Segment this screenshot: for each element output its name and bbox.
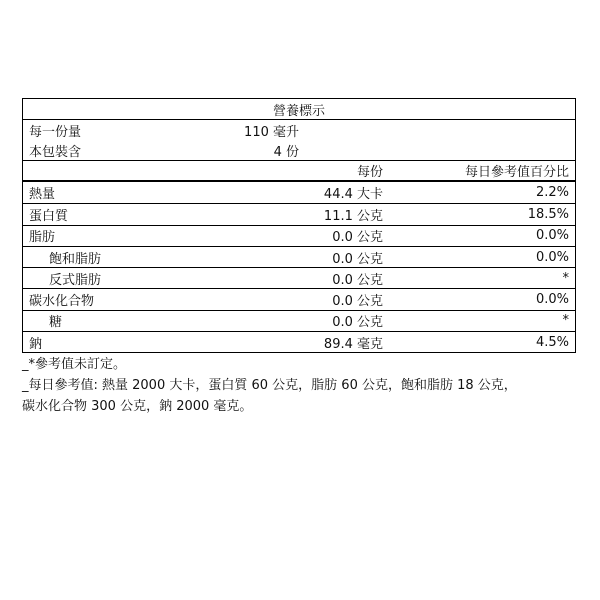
nutrient-row	[23, 246, 575, 267]
nutrient-per-serving: 0.0 公克	[332, 315, 383, 331]
nutrient-list	[23, 182, 575, 352]
serving-size-row	[23, 120, 575, 140]
nutrient-name: 熱量	[29, 187, 56, 203]
nutrient-row	[23, 288, 575, 309]
nutrient-name: 飽和脂肪	[49, 251, 102, 267]
nutrient-per-serving: 11.1 公克	[323, 208, 383, 224]
nutrient-name: 糖	[49, 315, 63, 331]
label-title: 營養標示	[23, 99, 575, 120]
nutrient-name: 鈉	[29, 336, 43, 352]
servings-per-package-value: 4 份	[273, 144, 299, 160]
servings-per-package-label: 本包裝含	[29, 144, 82, 160]
nutrient-daily-pct: 18.5%	[527, 206, 569, 222]
nutrient-per-serving: 89.4 毫克	[323, 336, 383, 352]
per-serving-header: 每份	[356, 165, 383, 180]
footnote-line: _*參考值未訂定。	[22, 357, 127, 372]
nutrient-name: 碳水化合物	[29, 294, 95, 310]
nutrient-daily-pct: 4.5%	[535, 334, 569, 350]
nutrient-daily-pct: 2.2%	[535, 185, 569, 201]
nutrient-per-serving: 0.0 公克	[332, 272, 383, 288]
nutrient-per-serving: 44.4 大卡	[323, 187, 383, 203]
nutrient-row	[23, 310, 575, 331]
nutrient-daily-pct: 0.0%	[535, 228, 569, 244]
nutrient-row	[23, 225, 575, 246]
footnote-line: 碳水化合物 300 公克，鈉 2000 毫克。	[22, 399, 253, 414]
nutrient-row	[23, 182, 575, 203]
nutrient-daily-pct: *	[562, 313, 569, 329]
nutrient-per-serving: 0.0 公克	[332, 251, 383, 267]
footnotes	[22, 354, 582, 417]
nutrient-name: 脂肪	[29, 230, 56, 246]
nutrient-row	[23, 267, 575, 288]
nutrient-daily-pct: *	[562, 270, 569, 286]
nutrient-daily-pct: 0.0%	[535, 292, 569, 308]
nutrient-daily-pct: 0.0%	[535, 249, 569, 265]
nutrient-row	[23, 203, 575, 224]
nutrient-per-serving: 0.0 公克	[332, 294, 383, 310]
nutrition-label	[22, 98, 576, 353]
nutrient-name: 反式脂肪	[49, 272, 102, 288]
serving-size-value: 110 毫升	[244, 124, 299, 140]
nutrient-name: 蛋白質	[29, 208, 69, 224]
nutrient-row	[23, 331, 575, 352]
serving-size-label: 每一份量	[29, 124, 82, 140]
nutrient-per-serving: 0.0 公克	[332, 230, 383, 246]
daily-value-header: 每日參考值百分比	[464, 165, 569, 180]
footnote-line: _每日參考值: 熱量 2000 大卡，蛋白質 60 公克，脂肪 60 公克，飽和脂肪 18 公克，	[22, 378, 517, 393]
column-header-row	[23, 160, 575, 182]
servings-per-package-row	[23, 140, 575, 160]
